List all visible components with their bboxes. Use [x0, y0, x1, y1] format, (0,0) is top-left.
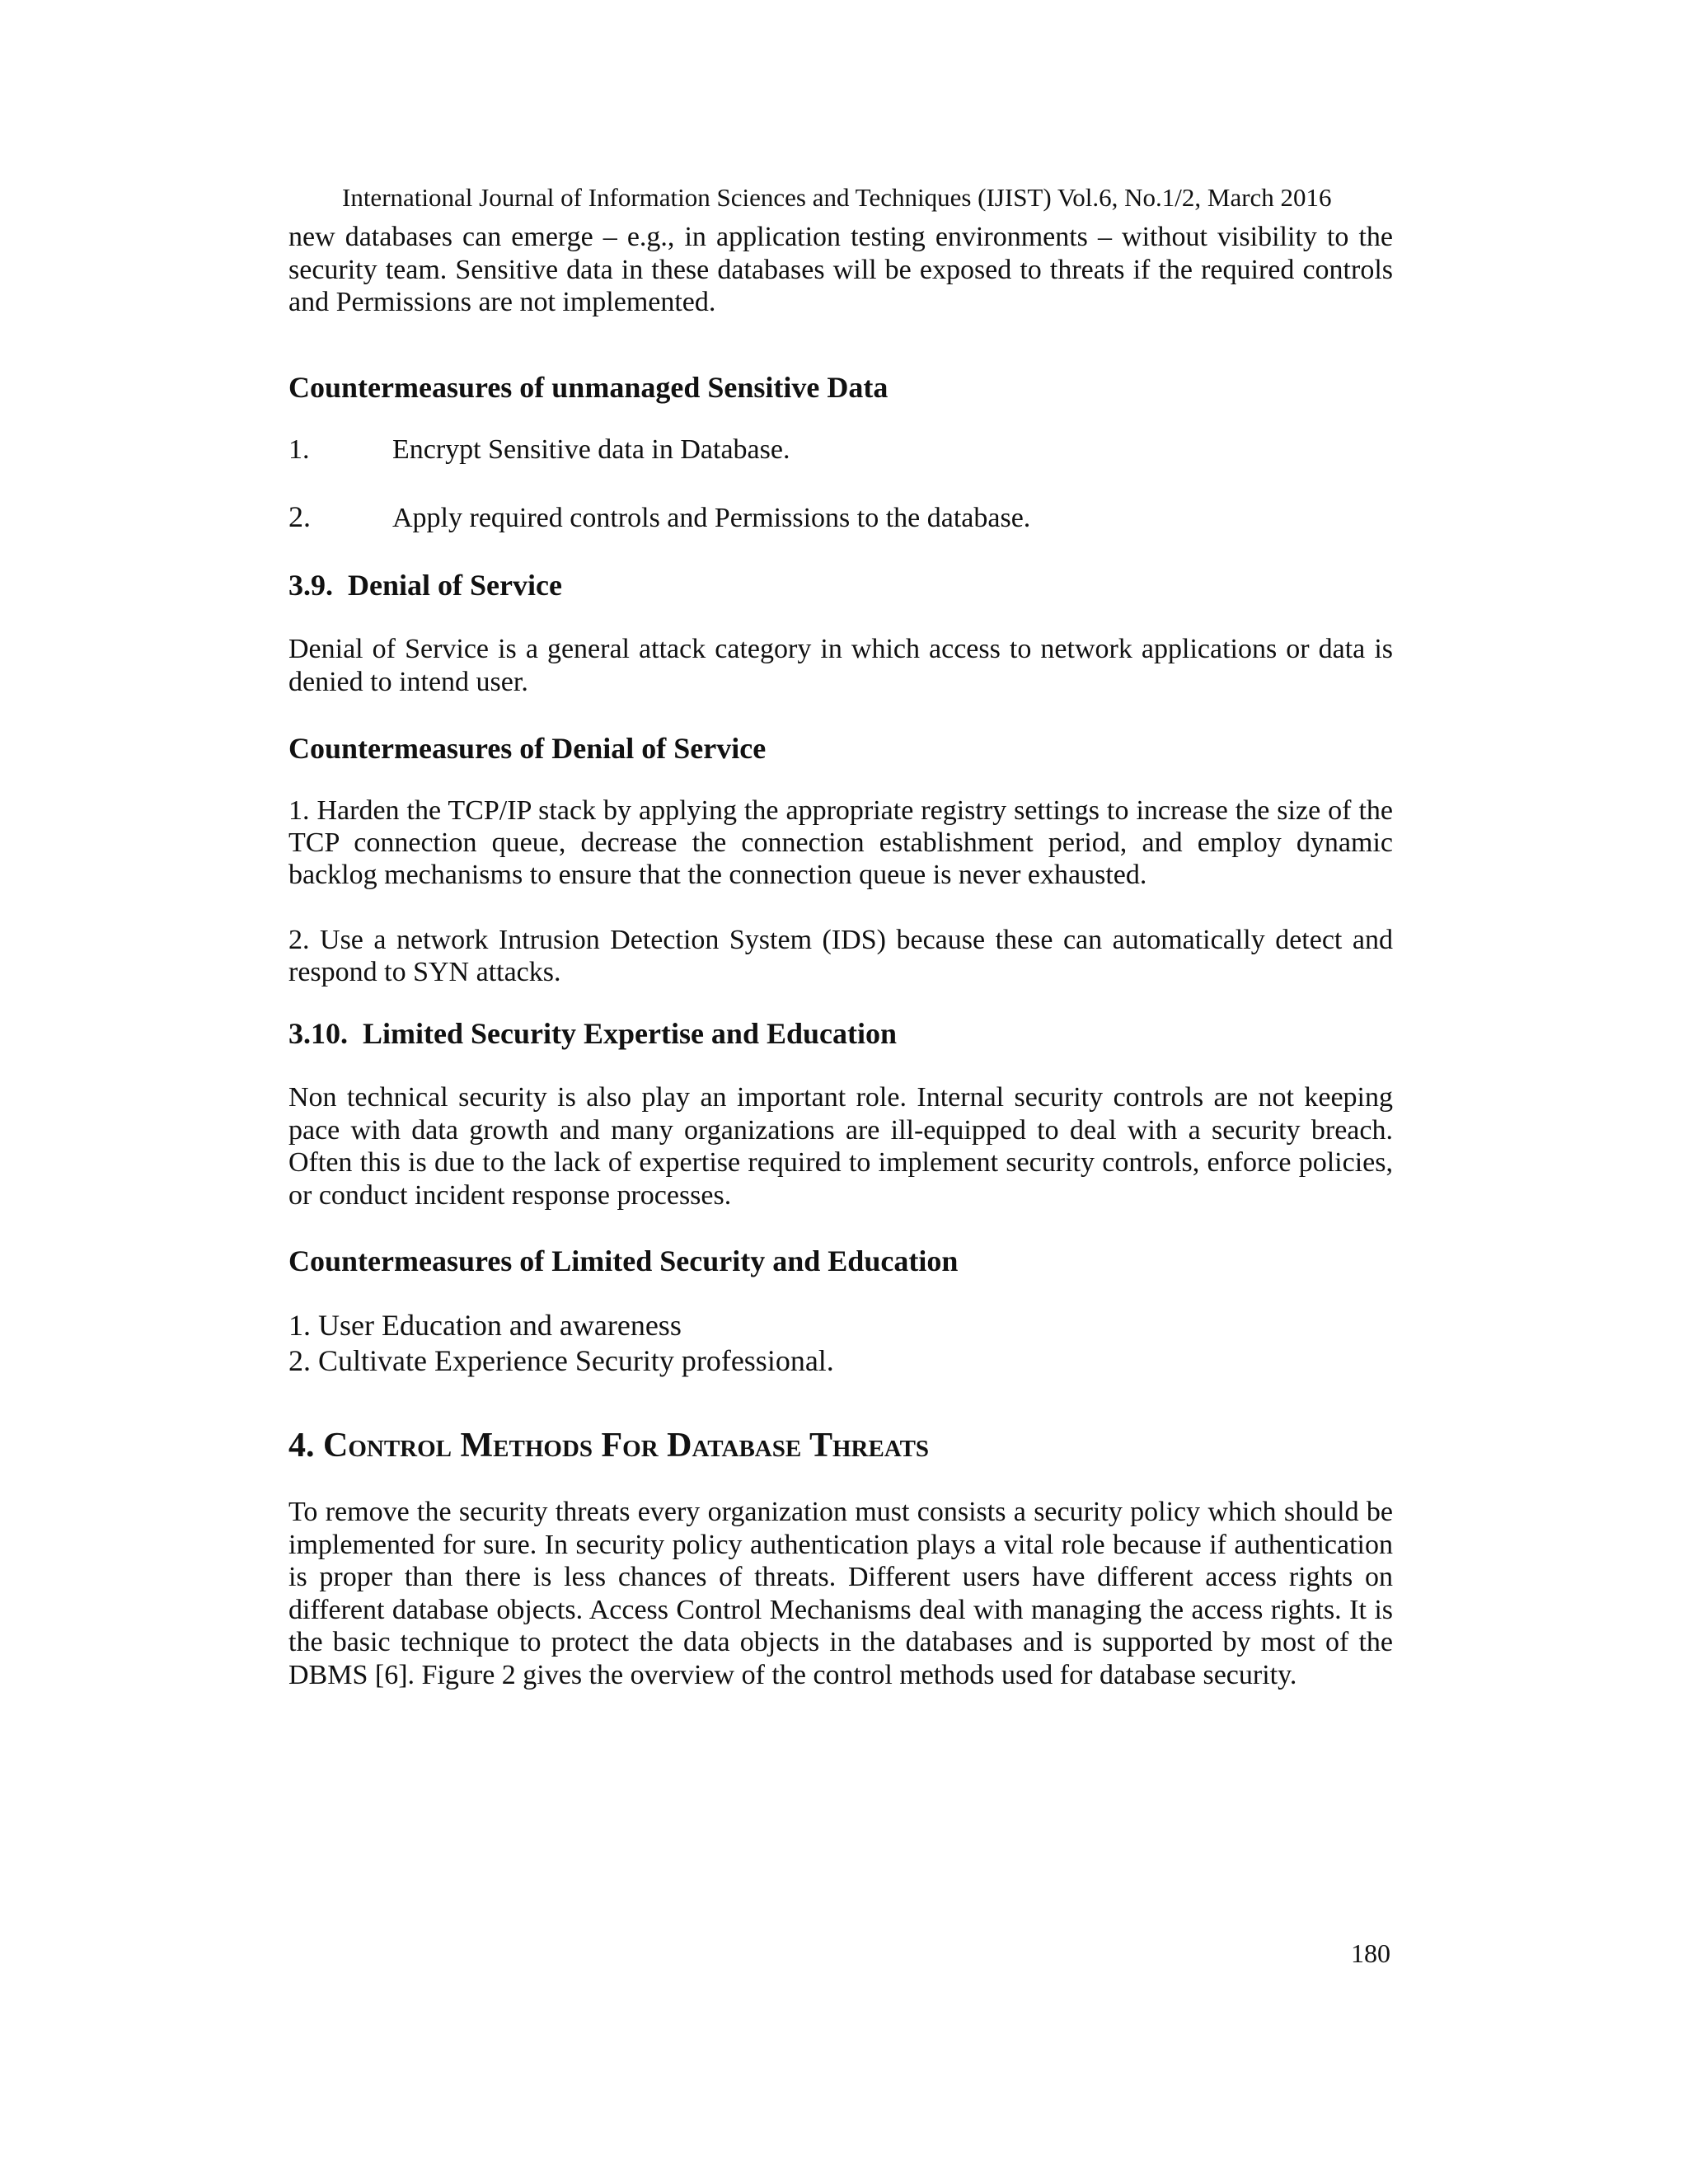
section-4-title: 4. Control Methods For Database Threats	[288, 1427, 930, 1465]
section-number: 3.10.	[288, 1017, 348, 1050]
limited-countermeasure-2: 2. Cultivate Experience Security professional.	[288, 1344, 834, 1377]
limited-countermeasure-1: 1. User Education and awareness	[288, 1309, 682, 1342]
item-number: 1.	[288, 434, 310, 465]
section-title: Limited Security Expertise and Education	[363, 1017, 898, 1050]
dos-countermeasure-2: 2. Use a network Intrusion Detection System (IDS) because these can automatically detect and respond to SYN attacks.	[288, 925, 1393, 987]
countermeasures-limited-heading: Countermeasures of Limited Security and Education	[288, 1244, 959, 1277]
section-3-10-paragraph: Non technical security is also play an important role. Internal security controls are not keeping pace with data growth and many organizations are ill-equipped to deal with a security breach. Often this is due to the lack of expertise required to implement security controls, enforce policies, or conduct incident response processes.	[288, 1082, 1393, 1211]
section-3-9-heading	[288, 567, 562, 603]
item-number: 2.	[288, 500, 311, 533]
item-text: Encrypt Sensitive data in Database.	[392, 434, 790, 465]
intro-paragraph: new databases can emerge – e.g., in application testing environments – without visibility to the security team. Sensitive data in these databases will be exposed to threats if the required controls and Permissions are not implemented.	[288, 222, 1393, 317]
countermeasure-item-1	[288, 433, 1393, 467]
item-text: Apply required controls and Permissions to the database.	[392, 503, 1031, 533]
section-number: 3.9.	[288, 569, 333, 602]
section-title: Denial of Service	[348, 569, 562, 602]
countermeasure-item-2	[288, 499, 1393, 536]
section-3-10-heading	[288, 1015, 897, 1052]
section-3-9-paragraph: Denial of Service is a general attack category in which access to network applications or data is denied to intend user.	[288, 634, 1393, 697]
page-number: 180	[1351, 1938, 1390, 1968]
section-4-paragraph: To remove the security threats every organization must consists a security policy which should be implemented for sure. In security policy authentication plays a vital role because if authentication is proper than there is less chances of threats. Different users have different access rights on different database objects. Access Control Mechanisms deal with managing the access rights. It is the basic technique to protect the data objects in the databases and is supported by most of the DBMS [6]. Figure 2 gives the overview of the control methods used for database security.	[288, 1497, 1393, 1690]
countermeasures-unmanaged-heading: Countermeasures of unmanaged Sensitive Data	[288, 371, 889, 404]
dos-countermeasure-1: 1. Harden the TCP/IP stack by applying the appropriate registry settings to increase the size of the TCP connection queue, decrease the connection establishment period, and employ dynamic backlog mechanisms to ensure that the connection queue is never exhausted.	[288, 795, 1393, 890]
running-header: International Journal of Information Sciences and Techniques (IJIST) Vol.6, No.1/2, March 2016	[342, 183, 1332, 212]
countermeasures-dos-heading: Countermeasures of Denial of Service	[288, 732, 767, 765]
